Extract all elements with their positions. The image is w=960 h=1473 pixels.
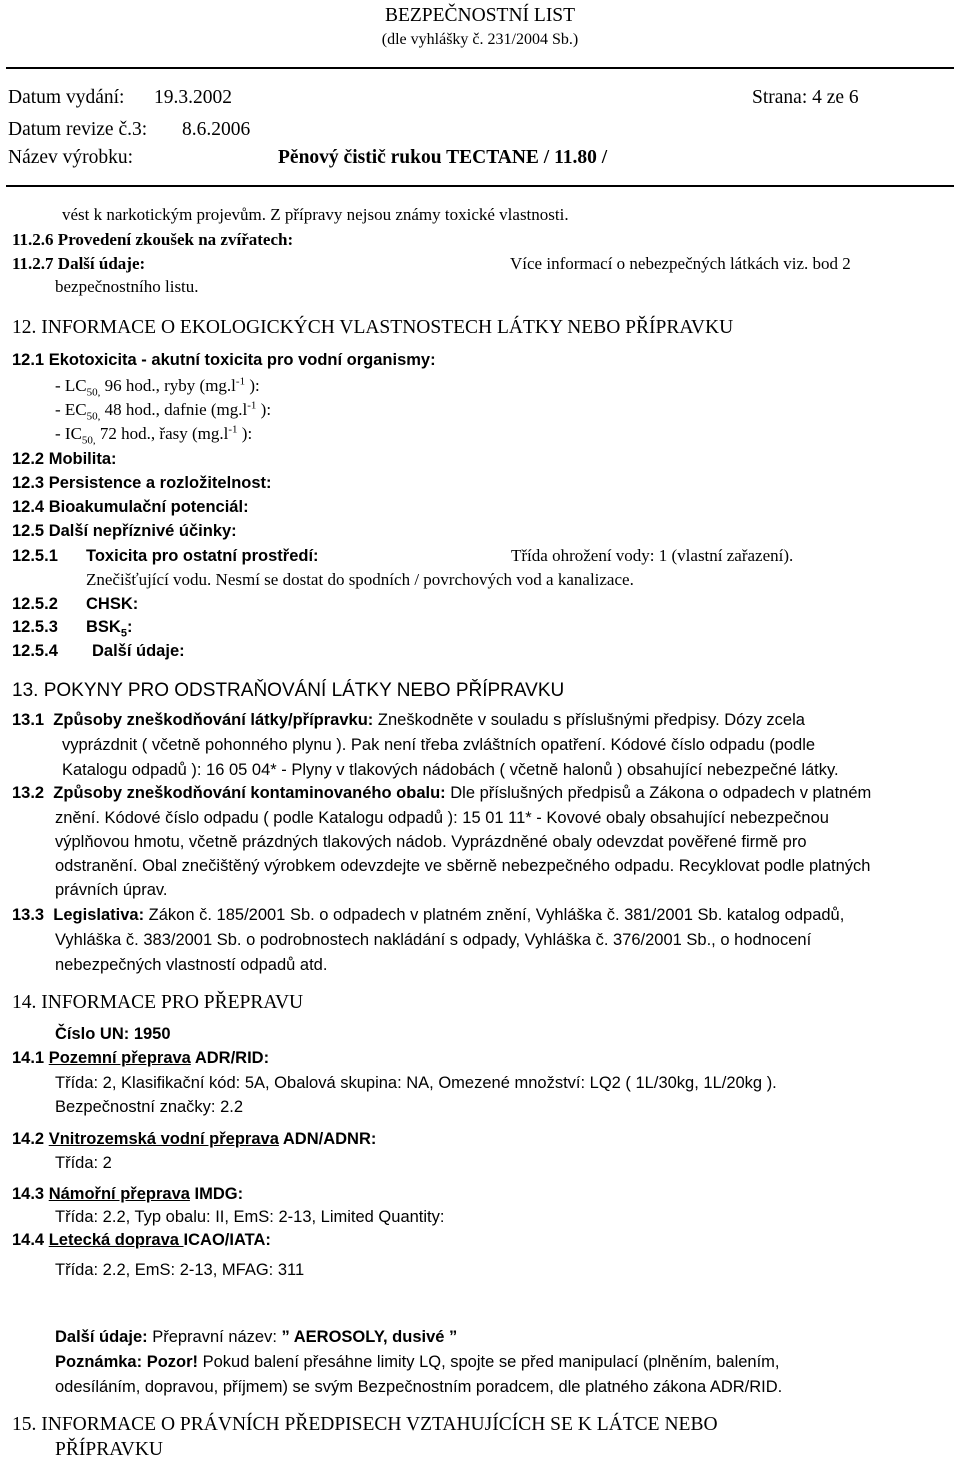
un-number: Číslo UN: 1950 xyxy=(55,1025,171,1043)
section-11-2-7-text: Více informací o nebezpečných látkách viz. bod 2 xyxy=(510,254,851,273)
document-subtitle: (dle vyhlášky č. 231/2004 Sb.) xyxy=(381,31,579,48)
revision-date: 8.6.2006 xyxy=(182,119,251,140)
section-12-title: 12. INFORMACE O EKOLOGICKÝCH VLASTNOSTECH LÁTKY NEBO PŘÍPRAVKU xyxy=(12,317,734,338)
section-12-5-4-number: 12.5.4 xyxy=(12,642,58,660)
section-13-title: 13. POKYNY PRO ODSTRAŇOVÁNÍ LÁTKY NEBO PŘÍPRAVKU xyxy=(12,680,565,701)
section-14-2-text: Třída: 2 xyxy=(55,1154,112,1172)
lc50-line: - $LC_{50,}$ 96 hod., ryby ($mg.l^{-1}$ ): xyxy=(55,375,260,399)
section-13-2-text-5: právních úprav. xyxy=(55,881,168,899)
header-rule-bottom xyxy=(6,185,954,187)
section-12-5-1-heading: Toxicita pro ostatní prostředí: xyxy=(86,547,319,565)
section-11-2-7-text-cont: bezpečnostního listu. xyxy=(55,277,199,296)
section-12-5-4-heading: Další údaje: xyxy=(92,642,185,660)
revision-date-label: Datum revize č.3: xyxy=(8,119,148,140)
section-12-5-1-text: Třída ohrožení vody: 1 (vlastní zařazení). xyxy=(511,546,794,565)
section-14-4-text: Třída: 2.2, EmS: 2-13, MFAG: 311 xyxy=(55,1261,305,1279)
section-13-1-text-2: vyprázdnit ( včetně pohonného plynu ). Pak není třeba zvláštních opatření. Kódové číslo odpadu (podle xyxy=(62,736,816,754)
section-13-2-text-2: znění. Kódové číslo odpadu ( podle Katalogu odpadů ): 15 01 11* - Kovové obaly obsahující nebezpečnou xyxy=(55,809,829,827)
ic50-line: - $IC_{50,}$ 72 hod., řasy ($mg.l^{-1}$ ): xyxy=(55,423,253,447)
section-12-5-3-number: 12.5.3 xyxy=(12,618,58,636)
section-12-5-1-text-cont: Znečišťující vodu. Nesmí se dostat do spodních / povrchových vod a kanalizace. xyxy=(86,570,634,589)
header-rule-top xyxy=(6,67,954,69)
section-11-text: vést k narkotickým projevům. Z přípravy nejsou známy toxické vlastnosti. xyxy=(62,205,569,224)
section-13-2-text-4: odstranění. Obal znečištěný výrobkem odevzdejte ve sběrně nebezpečného odpadu. Recyklovat podle platných xyxy=(55,857,871,875)
section-14-4-heading: 14.4 Letecká doprava ICAO/IATA: xyxy=(12,1231,271,1249)
section-12-5-3-heading: $BSK_5$: xyxy=(86,618,133,640)
issue-date-label: Datum vydání: xyxy=(8,87,125,108)
section-13-3-line: 13.3 Legislativa: Zákon č. 185/2001 Sb. o odpadech v platném znění, Vyhláška č. 381/2001 Sb. katalog odpadů, xyxy=(12,906,845,924)
section-14-1-text: Třída: 2, Klasifikační kód: 5A, Obalová skupina: NA, Omezené množství: LQ2 ( 1L/30kg, 1L/20kg ). xyxy=(55,1074,777,1092)
document-title: BEZPEČNOSTNÍ LIST xyxy=(384,5,576,26)
transport-note: Poznámka: Pozor! Pokud balení přesáhne limity LQ, spojte se před manipulací (plněním, balením, xyxy=(55,1353,780,1371)
transport-note-cont: odesíláním, dopravou, příjmem) se svým Bezpečnostním poradcem, dle platného zákona ADR/RID. xyxy=(55,1378,783,1396)
ec50-line: - $EC_{50,}$ 48 hod., dafnie ($mg.l^{-1}$ ): xyxy=(55,399,272,423)
section-12-5-2-heading: CHSK: xyxy=(86,595,139,613)
section-13-3-text-3: nebezpečných vlastností odpadů atd. xyxy=(55,956,328,974)
section-11-2-6-heading: 11.2.6 Provedení zkoušek na zvířatech: xyxy=(12,230,294,249)
section-14-3-text: Třída: 2.2, Typ obalu: II, EmS: 2-13, Limited Quantity: xyxy=(55,1208,445,1226)
issue-date: 19.3.2002 xyxy=(154,87,232,108)
section-12-5-1-number: 12.5.1 xyxy=(12,547,58,565)
section-12-3-heading: 12.3 Persistence a rozložitelnost: xyxy=(12,474,272,492)
section-11-2-7-heading: 11.2.7 Další údaje: xyxy=(12,254,146,273)
section-15-title: 15. INFORMACE O PRÁVNÍCH PŘEDPISECH VZTAHUJÍCÍCH SE K LÁTCE NEBO xyxy=(12,1414,718,1435)
section-14-1-heading: 14.1 Pozemní přeprava ADR/RID: xyxy=(12,1049,270,1067)
section-12-5-2-number: 12.5.2 xyxy=(12,595,58,613)
section-12-1-heading: 12.1 Ekotoxicita - akutní toxicita pro vodní organismy: xyxy=(12,351,436,369)
section-14-3-heading: 14.3 Námořní přeprava IMDG: xyxy=(12,1185,244,1203)
section-14-title: 14. INFORMACE PRO PŘEPRAVU xyxy=(12,992,304,1013)
section-14-2-heading: 14.2 Vnitrozemská vodní přeprava ADN/ADNR: xyxy=(12,1130,377,1148)
product-name-label: Název výrobku: xyxy=(8,147,134,168)
section-13-2-text-3: výplňovou hmotu, včetně prázdných tlakových nádob. Vyprázdněné obaly odevzdat pověřené firmě pro xyxy=(55,833,807,851)
transport-extra-info: Další údaje: Přepravní název: ” AEROSOLY, dusivé ” xyxy=(55,1328,458,1346)
section-12-5-heading: 12.5 Další nepříznivé účinky: xyxy=(12,522,237,540)
section-13-1-line: 13.1 Způsoby zneškodňování látky/přípravku: Zneškodněte v souladu s příslušnými předpisy. Dózy zcela xyxy=(12,711,805,729)
section-13-3-text-2: Vyhláška č. 383/2001 Sb. o podrobnostech nakládání s odpady, Vyhláška č. 376/2001 Sb., o hodnocení xyxy=(55,931,812,949)
section-12-4-heading: 12.4 Bioakumulační potenciál: xyxy=(12,498,249,516)
section-13-1-text-3: Katalogu odpadů ): 16 05 04* - Plyny v tlakových nádobách ( včetně halonů ) obsahující nebezpečné látky. xyxy=(62,761,839,779)
section-15-title-cont: PŘÍPRAVKU xyxy=(55,1439,164,1460)
page-number: Strana: 4 ze 6 xyxy=(752,87,859,108)
section-13-2-line: 13.2 Způsoby zneškodňování kontaminovaného obalu: Dle příslušných předpisů a Zákona o odpadech v platném xyxy=(12,784,872,802)
section-14-1-labels: Bezpečnostní značky: 2.2 xyxy=(55,1098,244,1116)
product-name: Pěnový čistič rukou TECTANE / 11.80 / xyxy=(278,147,608,168)
section-12-2-heading: 12.2 Mobilita: xyxy=(12,450,117,468)
